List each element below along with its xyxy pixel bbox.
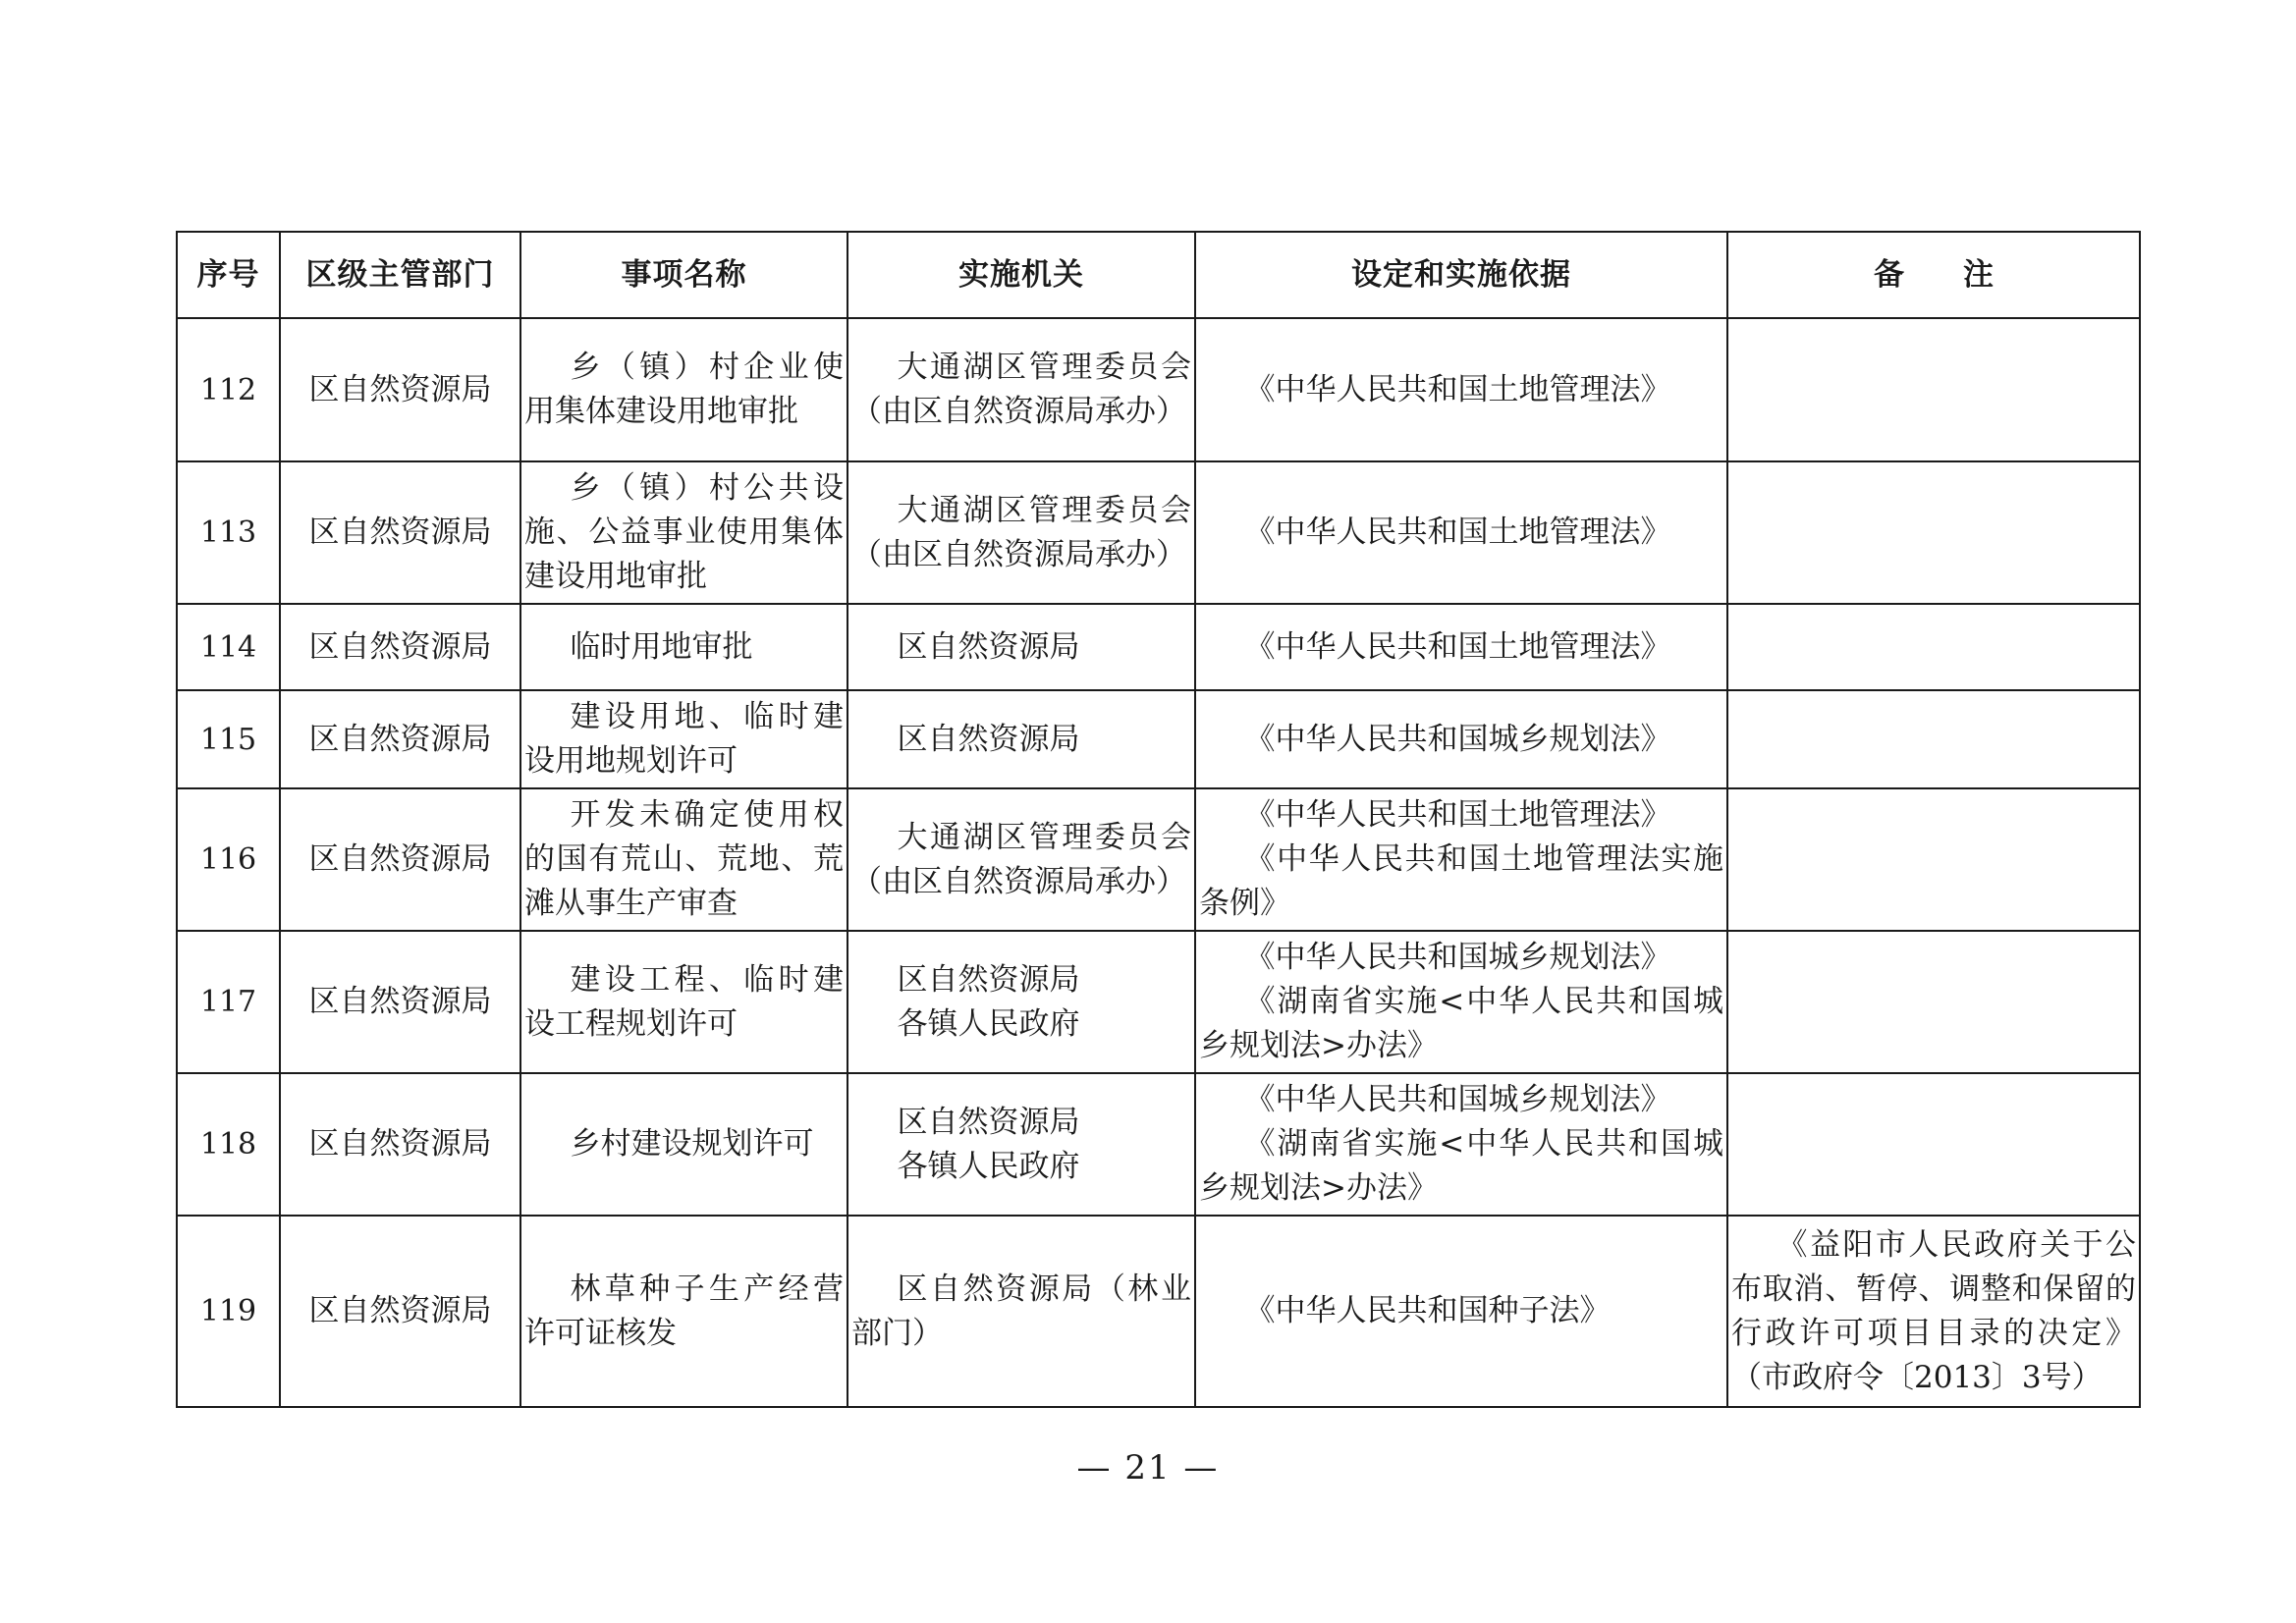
row-item-text: 乡（镇）村企业使用集体建设用地审批 [524,350,844,429]
row-org-line: 区自然资源局 [897,721,1080,757]
row-note [1727,461,2140,604]
row-note [1727,1216,2140,1407]
table-row [177,690,2140,788]
row-basis-line: 《中华人民共和国土地管理法》 [1244,371,1671,407]
row-dept: 区自然资源局 [280,788,520,931]
row-item [520,1073,847,1216]
header-org: 实施机关 [847,232,1195,318]
row-seq: 118 [177,1073,280,1216]
row-item [520,461,847,604]
header-note [1727,232,2140,318]
row-basis-line: 《中华人民共和国土地管理法实施条例》 [1199,841,1723,921]
row-seq: 115 [177,690,280,788]
row-item [520,931,847,1073]
row-seq: 116 [177,788,280,931]
row-org-line: 大通湖区管理委员会（由区自然资源局承办） [851,819,1191,899]
row-seq: 119 [177,1216,280,1407]
row-dept: 区自然资源局 [280,604,520,690]
row-basis-line: 《中华人民共和国土地管理法》 [1244,797,1671,833]
row-basis-line: 《中华人民共和国土地管理法》 [1244,514,1671,550]
table-body [177,318,2140,1407]
row-item-text: 林草种子生产经营许可证核发 [524,1271,844,1351]
row-seq: 117 [177,931,280,1073]
table-header-row [177,232,2140,318]
row-basis-line: 《中华人民共和国种子法》 [1244,1293,1611,1328]
row-basis-line: 《湖南省实施<中华人民共和国城乡规划法>办法》 [1199,984,1723,1063]
row-seq: 112 [177,318,280,461]
row-org-line: 各镇人民政府 [897,1148,1080,1184]
row-org [847,1073,1195,1216]
row-basis [1195,318,1727,461]
row-item-text: 乡村建设规划许可 [570,1126,814,1162]
row-item-text: 建设用地、临时建设用地规划许可 [524,699,844,779]
permit-items-table [176,231,2141,1408]
header-seq: 序号 [177,232,280,318]
row-basis [1195,690,1727,788]
row-basis [1195,604,1727,690]
row-basis-line: 《中华人民共和国城乡规划法》 [1244,721,1671,757]
row-item [520,604,847,690]
row-item [520,318,847,461]
row-basis-line: 《湖南省实施<中华人民共和国城乡规划法>办法》 [1199,1126,1723,1206]
row-item [520,1216,847,1407]
row-org-line: 区自然资源局（林业部门） [851,1271,1191,1351]
header-basis: 设定和实施依据 [1195,232,1727,318]
row-seq: 113 [177,461,280,604]
row-org [847,1216,1195,1407]
row-dept: 区自然资源局 [280,1073,520,1216]
table-row [177,318,2140,461]
table-row [177,461,2140,604]
row-item-text: 乡（镇）村公共设施、公益事业使用集体建设用地审批 [524,470,844,594]
row-org-line: 区自然资源局 [897,628,1080,665]
header-dept: 区级主管部门 [280,232,520,318]
table-row [177,1073,2140,1216]
row-org-line: 区自然资源局 [897,1104,1080,1140]
row-dept: 区自然资源局 [280,931,520,1073]
row-org [847,604,1195,690]
row-dept: 区自然资源局 [280,1216,520,1407]
table-row [177,604,2140,690]
page-number: — 21 — [1076,1448,1220,1488]
row-org [847,690,1195,788]
row-basis [1195,931,1727,1073]
row-item [520,690,847,788]
row-note [1727,690,2140,788]
row-org-line: 大通湖区管理委员会（由区自然资源局承办） [851,492,1191,572]
row-basis-line: 《中华人民共和国城乡规划法》 [1244,1082,1671,1117]
row-item-text: 建设工程、临时建设工程规划许可 [524,961,844,1042]
row-dept: 区自然资源局 [280,461,520,604]
row-org [847,318,1195,461]
row-note [1727,931,2140,1073]
header-note-text: 备注 [1874,256,2052,293]
row-dept: 区自然资源局 [280,690,520,788]
row-note [1727,318,2140,461]
row-seq: 114 [177,604,280,690]
row-basis [1195,788,1727,931]
row-basis-line: 《中华人民共和国土地管理法》 [1244,628,1671,665]
row-note [1727,788,2140,931]
row-dept: 区自然资源局 [280,318,520,461]
row-org-line: 各镇人民政府 [897,1005,1080,1042]
table-row [177,1216,2140,1407]
row-item-text: 临时用地审批 [570,628,753,665]
row-note [1727,1073,2140,1216]
row-org [847,461,1195,604]
table-row [177,788,2140,931]
row-org-line: 区自然资源局 [897,961,1080,998]
row-basis [1195,1073,1727,1216]
row-item-text: 开发未确定使用权的国有荒山、荒地、荒滩从事生产审查 [524,797,844,921]
table-row [177,931,2140,1073]
row-basis-line: 《中华人民共和国城乡规划法》 [1244,940,1671,975]
row-note [1727,604,2140,690]
row-basis [1195,1216,1727,1407]
row-basis [1195,461,1727,604]
row-org [847,788,1195,931]
row-note-text: 《益阳市人民政府关于公布取消、暂停、调整和保留的行政许可项目目录的决定》（市政府令〔2013〕3号） [1731,1226,2136,1395]
row-org-line: 大通湖区管理委员会（由区自然资源局承办） [851,350,1191,429]
header-item: 事项名称 [520,232,847,318]
row-org [847,931,1195,1073]
row-item [520,788,847,931]
